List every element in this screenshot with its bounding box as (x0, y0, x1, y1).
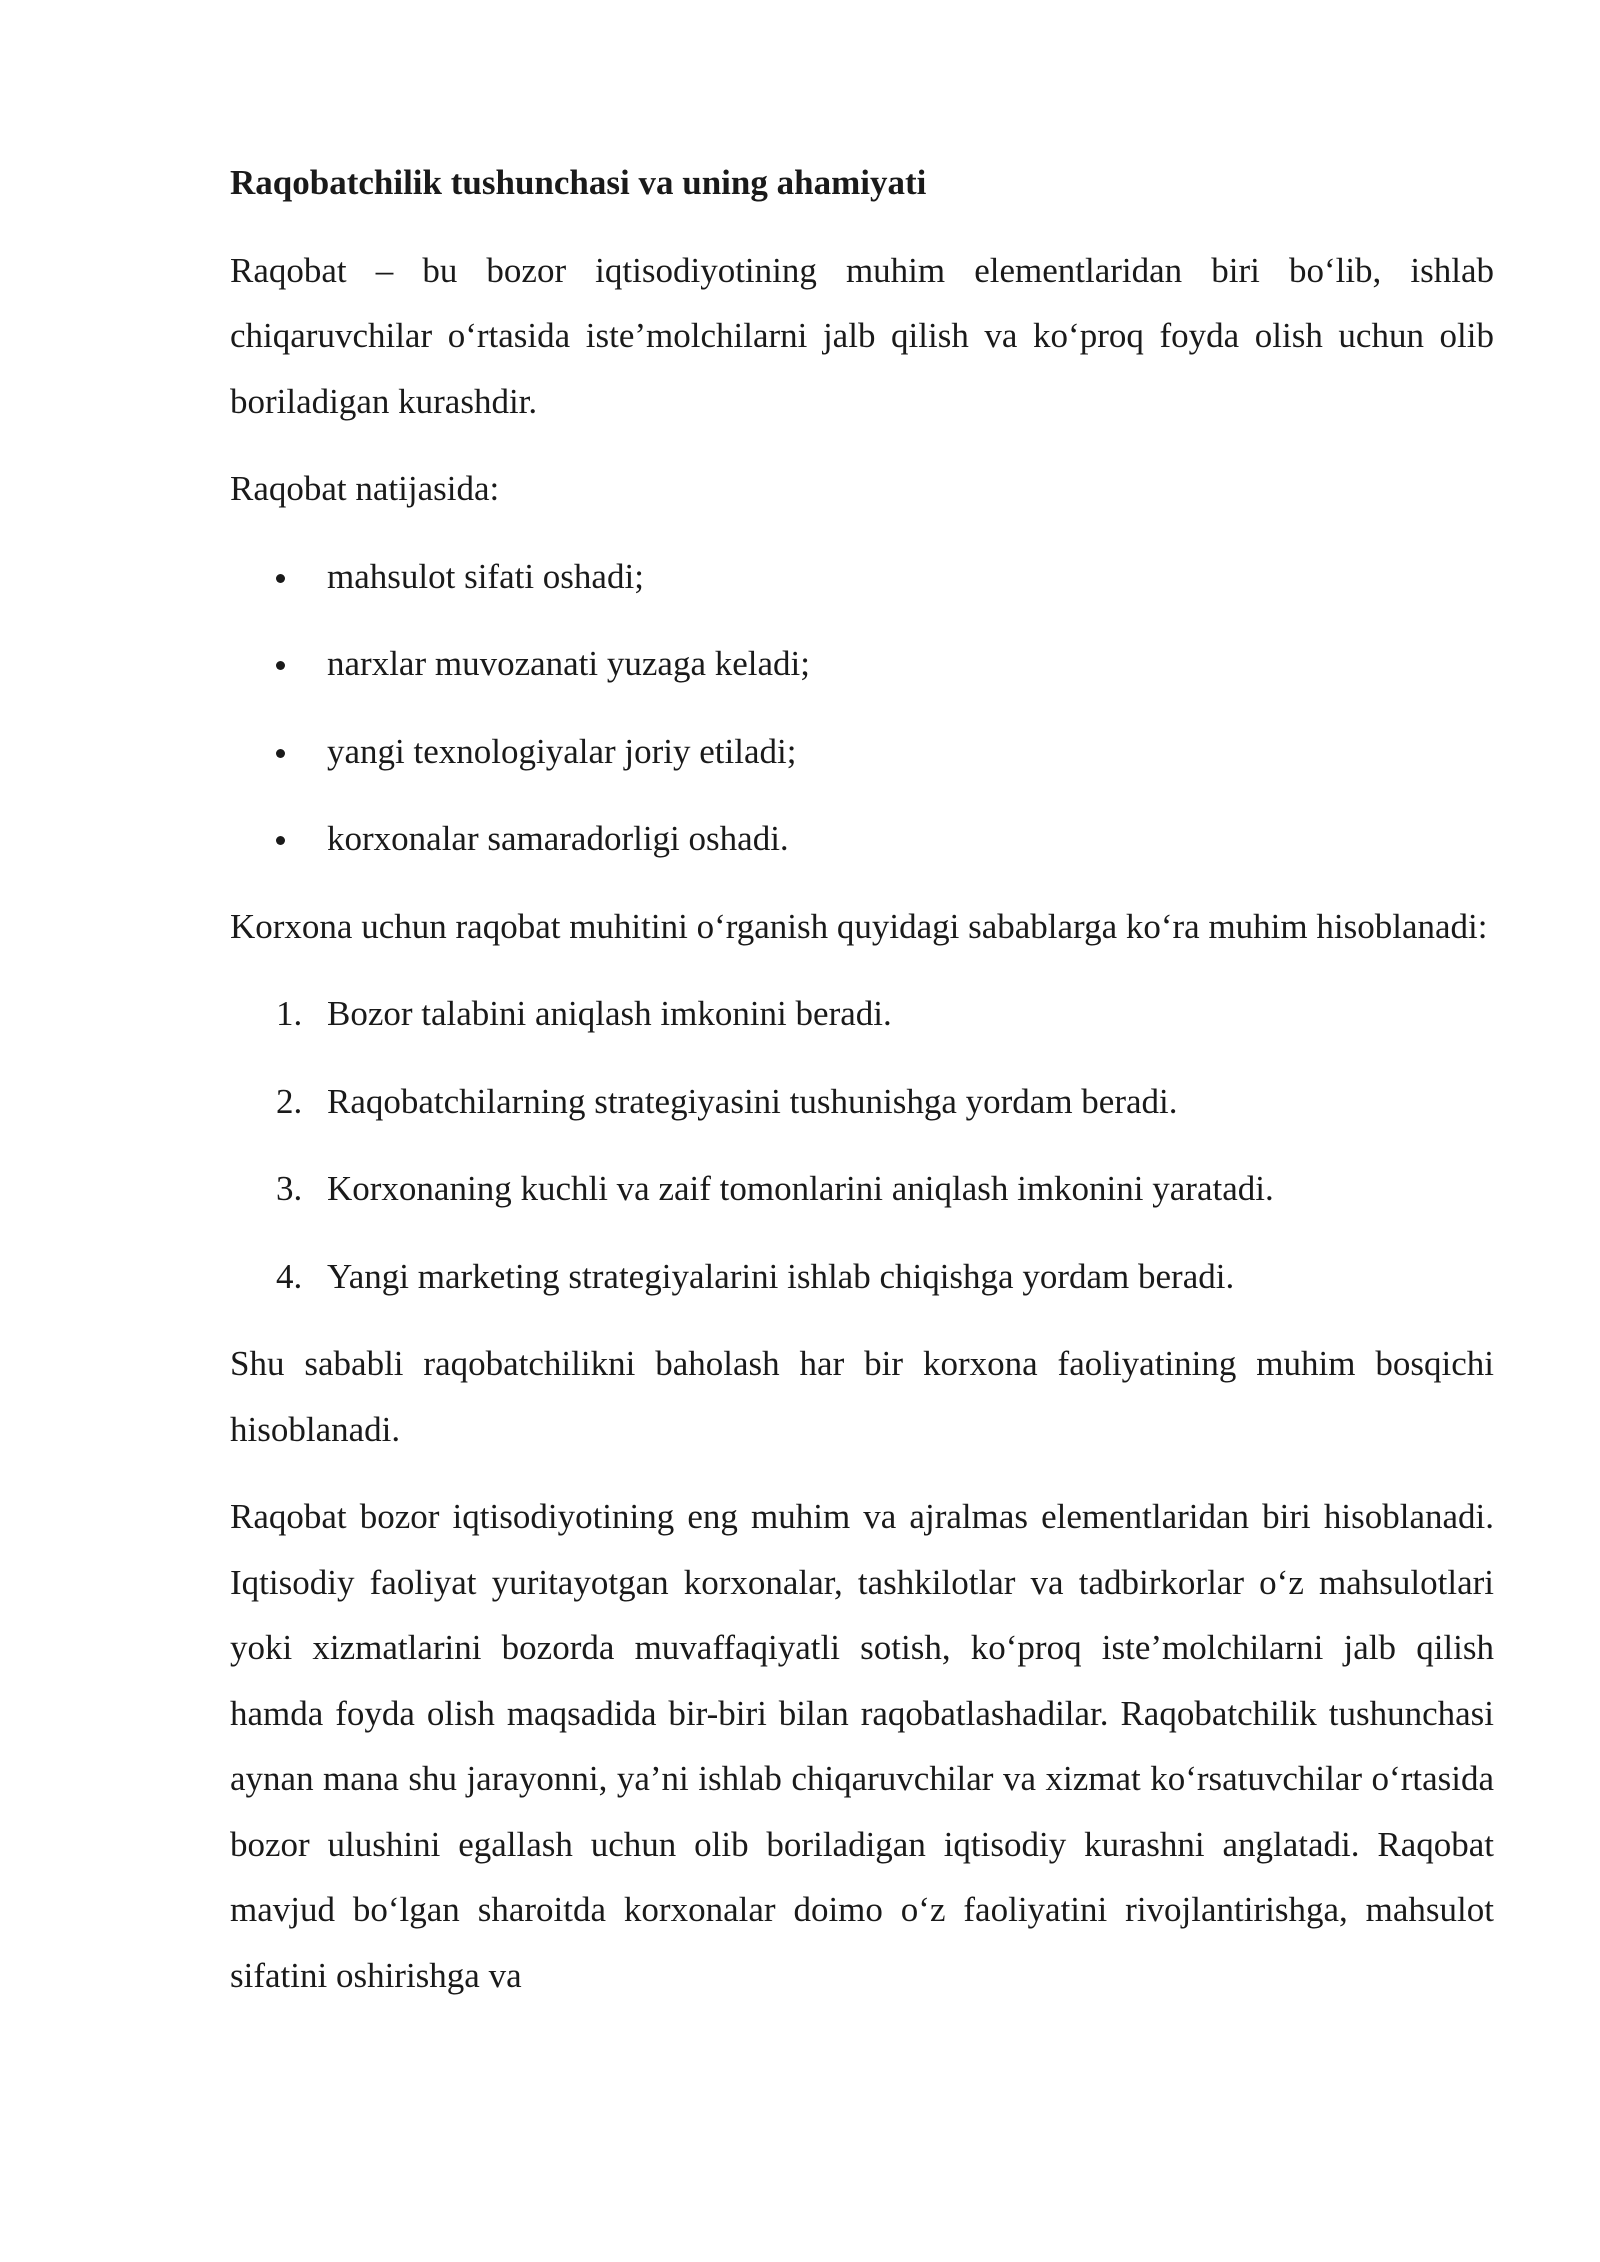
reasons-label: Korxona uchun raqobat muhitini o‘rganish quyidagi sabablarga ko‘ra muhim hisoblanadi: (230, 906, 1488, 946)
list-item-text: Korxonaning kuchli va zaif tomonlarini aniqlash imkonini yaratadi. (327, 1169, 1274, 1208)
list-item (230, 631, 1494, 697)
list-item (230, 1244, 1494, 1310)
list-item (230, 719, 1494, 785)
list-item (230, 1156, 1494, 1222)
list-item-text: yangi texnologiyalar joriy etiladi; (327, 731, 797, 771)
results-list (230, 544, 1494, 872)
list-item-text: Yangi marketing strategiyalarini ishlab chiqishga yordam beradi. (327, 1256, 1235, 1296)
list-item (230, 544, 1494, 610)
list-number: 2. (276, 1081, 303, 1121)
list-item-text: korxonalar samaradorligi oshadi. (327, 819, 789, 858)
list-number: 4. (276, 1256, 303, 1296)
body-paragraph: Raqobat bozor iqtisodiyotining eng muhim va ajralmas elementlaridan biri hisoblanadi. Iqtisodiy faoliyat yuritayotgan korxonalar, tashkilotlar va tadbirkorlar o‘z mahsulotlari yoki xizmatlarini bozorda muvaffaqiyatli sotish, ko‘proq iste’molchilarni jalb qilish hamda foyda olish maqsadida bir-biri bilan raqobatlashadilar. Raqobatchilik tushunchasi aynan mana shu jarayonni, ya’ni ishlab chiqaruvchilar va xizmat ko‘rsatuvchilar o‘rtasida bozor ulushini egallash uchun olib boriladigan iqtisodiy kurashni anglatadi. Raqobat mavjud bo‘lgan sharoitda korxonalar doimo o‘z faoliyatini rivojlantirishga, mahsulot sifatini oshirishga va (230, 1497, 1494, 1995)
list-item-text: Bozor talabini aniqlash imkonini beradi. (327, 994, 892, 1033)
list-item-text: Raqobatchilarning strategiyasini tushunishga yordam beradi. (327, 1081, 1178, 1121)
list-item (230, 981, 1494, 1047)
intro-paragraph: Raqobat – bu bozor iqtisodiyotining muhim elementlaridan biri bo‘lib, ishlab chiqaruvchilar o‘rtasida iste’molchilarni jalb qilish va ko‘proq foyda olish uchun olib boriladigan kurashdir. (230, 250, 1494, 421)
list-number: 1. (276, 994, 303, 1033)
conclusion-paragraph: Shu sababli raqobatchilikni baholash har bir korxona faoliyatining muhim bosqichi hisoblanadi. (230, 1344, 1494, 1449)
list-item-text: narxlar muvozanati yuzaga keladi; (327, 644, 810, 683)
results-label: Raqobat natijasida: (230, 469, 500, 508)
list-item-text: mahsulot sifati oshadi; (327, 556, 644, 596)
reasons-list (230, 981, 1494, 1309)
document-content (230, 150, 1494, 2030)
list-item (230, 1069, 1494, 1135)
document-heading: Raqobatchilik tushunchasi va uning ahamiyati (230, 163, 927, 202)
list-item (230, 806, 1494, 872)
list-number: 3. (276, 1169, 303, 1208)
